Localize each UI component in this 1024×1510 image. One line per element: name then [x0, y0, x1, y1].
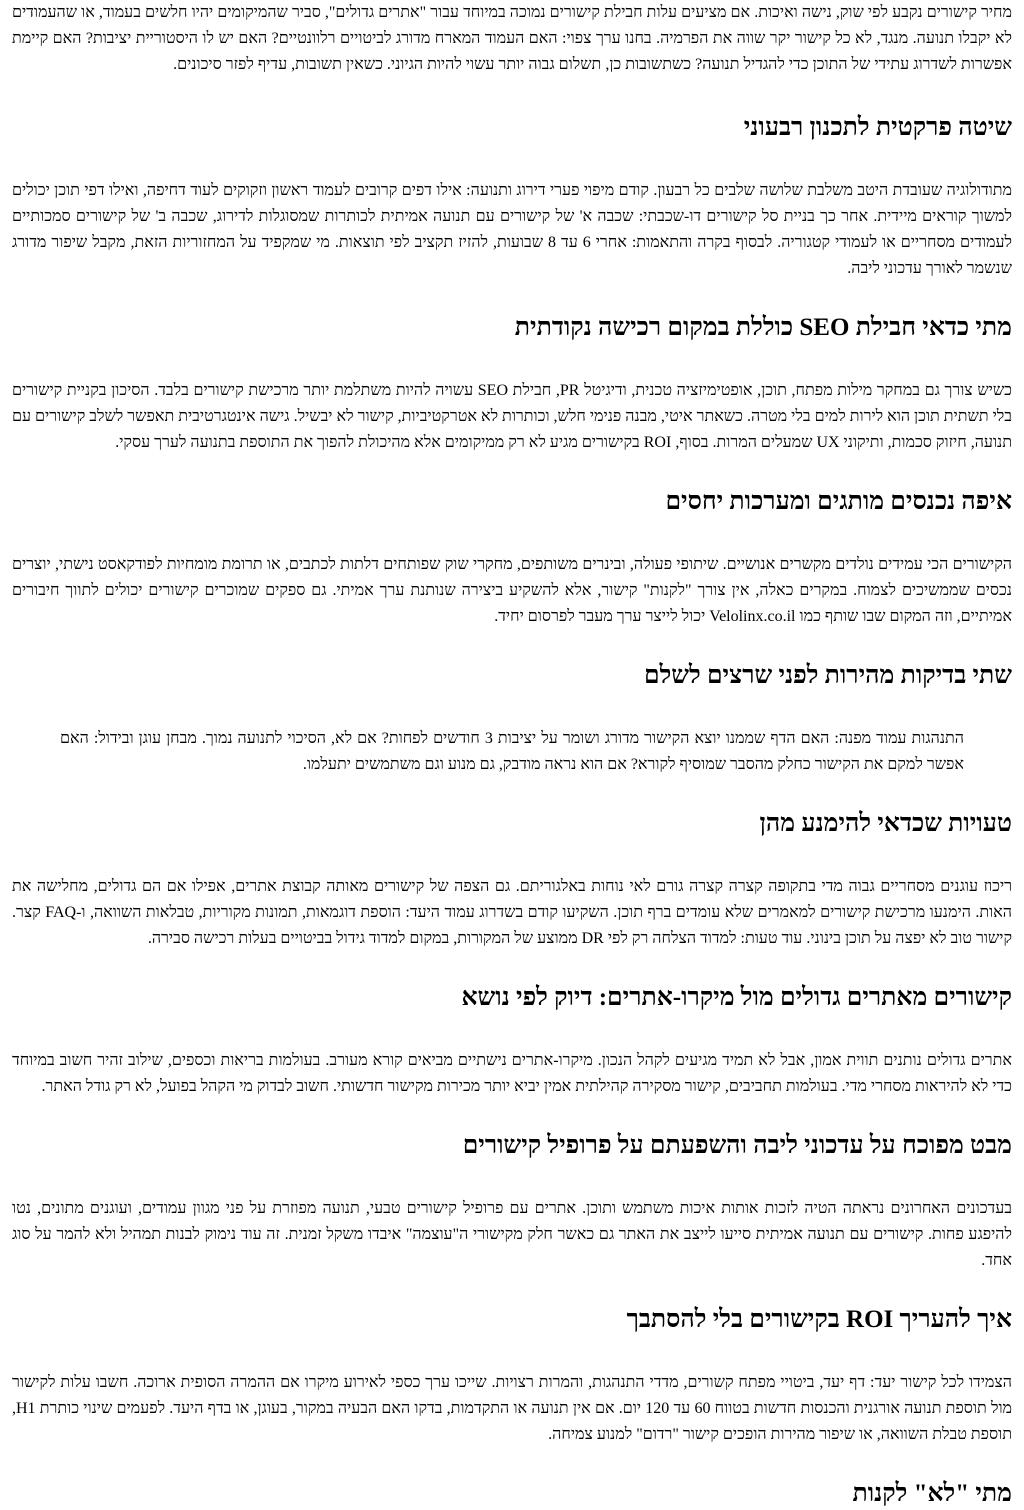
paragraph-seo-package: כשיש צורך גם במחקר מילות מפתח, תוכן, אופטימיזציה טכנית, ודיגיטל PR, חבילת SEO עשויה להיות משתלמת יותר מרכישת קישורים בלבד. הסיכון בקניית קישורים בלי תשתית תוכן הוא לירות למים בלי מטרה. כשאתר איטי, מבנה פנימי חלש, וכותרות לא אטרקטיביות, קישור לא יבשיל. גישה אינטגרטיבית תאפשר לשלב קישורים עם תנועה, חיזוק סכמות, ותיקוני UX שמעלים המרות. בסוף, ROI בקישורים מגיע לא רק ממיקומים אלא מהיכולת להפוך את התוספת בתנועה לערך עסקי. [12, 382, 1012, 451]
heading-quick-checks: שתי בדיקות מהירות לפני שרצים לשלם [644, 662, 1012, 689]
heading-quarterly-planning: שיטה פרקטית לתכנון רבעוני [743, 114, 1012, 141]
heading-brands-relationships: איפה נכנסים מותגים ומערכות יחסים [665, 488, 1012, 515]
heading-when-not-to-buy: מתי "לא" לקנות [852, 1480, 1012, 1507]
paragraph-pricing: מחיר קישורים נקבע לפי שוק, נישה ואיכות. אם מציעים עלות חבילת קישורים נמוכה במיוחד עבור "אתרים גדולים", סביר שהמיקומים יהיו חלשים בעמוד, או שהעמודים לא יקבלו תנועה. מנגד, לא כל קישור יקר שווה את הפרמיה. בחנו ערך צפוי: האם העמוד המארח מדורג לביטויים רלוונטיים? האם יש לו היסטוריית יציבות? האם קיימת אפשרות לשדרוג עתידי של התוכן כדי להגדיל תנועה? כשתשובות כן, תשלום גבוה יותר עשוי להיות הגיוני. כשאין תשובות, עדיף לפזר סיכונים. [12, 4, 1012, 73]
heading-mistakes: טעויות שכדאי להימנע מהן [759, 810, 1012, 837]
heading-core-updates: מבט מפוכח על עדכוני ליבה והשפעתם על פרופיל קישורים [462, 1132, 1012, 1159]
heading-big-vs-micro-sites: קישורים מאתרים גדולים מול מיקרו-אתרים: דיוק לפי נושא [461, 984, 1012, 1011]
heading-roi: איך להעריך ROI בקישורים בלי להסתבך [626, 1306, 1012, 1333]
heading-seo-package: מתי כדאי חבילת SEO כוללת במקום רכישה נקודתית [514, 314, 1012, 341]
paragraph-quarterly-planning: מתודולוגיה שעובדת היטב משלבת שלושה שלבים כל רבעון. קודם מיפוי פערי דירוג ותנועה: אילו דפים קרובים לעמוד ראשון וזקוקים לעוד דחיפה, ואילו דפי תוכן יכולים למשוך קוראים מיידית. אחר כך בניית סל קישורים דו-שכבתי: שכבה א' של קישורים עם תנועה אמיתית לכותרות שמסוגלות לדירוג, שכבה ב' של קישורים סמכותיים לעמודים מסחריים או לעמודי קטגוריה. לבסוף בקרה והתאמות: אחרי 6 עד 8 שבועות, להזיז תקציב לפי תוצאות. מי שמקפיד על המחזוריות הזאת, מקבל שיפור מדורג שנשמר לאורך עדכוני ליבה. [12, 182, 1013, 277]
paragraph-roi: הצמידו לכל קישור יעד: דף יעד, ביטויי מפתח קשורים, מדדי התנהגות, והמרות רצויות. שייכו ערך כספי לאירוע מיקרו אם ההמרה הסופית ארוכה. חשבו עלות לקישור מול תוספת תנועה אורגנית והכנסות חדשות בטווח 60 עד 120 יום. אם אין תנועה או התקדמות, בדקו האם הבעיה במקור, בעוגן, או בדף היעד. לפעמים שינוי כותרת H1, תוספת טבלת השוואה, או שיפור מהירות הופכים קישור "רדום" למנוע צמיחה. [12, 1374, 1013, 1443]
paragraph-big-vs-micro-sites: אתרים גדולים נותנים תווית אמון, אבל לא תמיד מגיעים לקהל הנכון. מיקרו-אתרים נישתיים מביאים קורא מעורב. בעולמות בריאות וכספים, שילוב זהיר חשוב במיוחד כדי לא להיראות מסחרי מדי. בעולמות תחביבים, קישור מסקירה קהילתית אמין יביא יותר מכירות מקישור חדשותי. חשוב לבדוק מי הקהל בפועל, לא רק גודל האתר. [12, 1052, 1012, 1095]
paragraph-brands-relationships: הקישורים הכי עמידים נולדים מקשרים אנושיים. שיתופי פעולה, ובינרים משותפים, מחקרי שוק שפותחים דלתות לכתבים, או תרומת מומחיות לפודקאסט נישתי, יוצרים נכסים שממשיכים לצמוח. במקרים כאלה, אין צורך "לקנות" קישור, אלא להשקיע ביצירה שנותנת ערך אמיתי. גם ספקים שמוכרים קישורים יכולים לתווך חיבורים אמיתיים, וזה המקום שבו שותף כמו Velolinx.co.il יכול לייצר ערך מעבר לפרסום יחיד. [12, 556, 1012, 625]
paragraph-mistakes: ריכוז עוגנים מסחריים גבוה מדי בתקופה קצרה קצרה גורם לאי נוחות באלגוריתם. גם הצפה של קישורים מאותה קבוצת אתרים, אפילו אם הם גדולים, מחלישה את האות. הימנעו מרכישת קישורים למאמרים שלא עומדים ברף תוכן. השקיעו קודם בשדרוג עמוד היעד: הוספת דוגמאות, תמונות מקוריות, טבלאות השוואה, ו-FAQ קצר. קישור טוב לא יפצה על תוכן בינוני. עוד טעות: למדוד הצלחה רק לפי DR ממוצע של המקורות, במקום למדוד גידול בביטויים בעלות רכישה סבירה. [12, 878, 1012, 947]
article [12, 0, 1012, 1510]
paragraph-quick-checks: התנהגות עמוד מפנה: האם הדף שממנו יוצא הקישור מדורג ושומר על יציבות 3 חודשים לפחות? אם לא, הסיכוי לתנועה נמוך. מבחן עוגן ובידול: האם אפשר למקם את הקישור כחלק מהסבר שמוסיף לקורא? אם הוא נראה מודבק, גם מנוע וגם משתמשים יתעלמו. [60, 730, 965, 773]
paragraph-core-updates: בעדכונים האחרונים נראתה הטיה לזכות אותות איכות משתמש ותוכן. אתרים עם פרופיל קישורים טבעי, תנועה מפוזרת על פני מגוון עמודים, ועוגנים מתונים, נטו להיפגע פחות. קישורים עם תנועה אמיתית סייעו לייצב את האתר גם כאשר חלק מקישורי ה"עוצמה" איבדו משקל זמנית. זה עוד נימוק לבנות תמהיל ולא להמר על סוג אחד. [12, 1200, 1012, 1269]
